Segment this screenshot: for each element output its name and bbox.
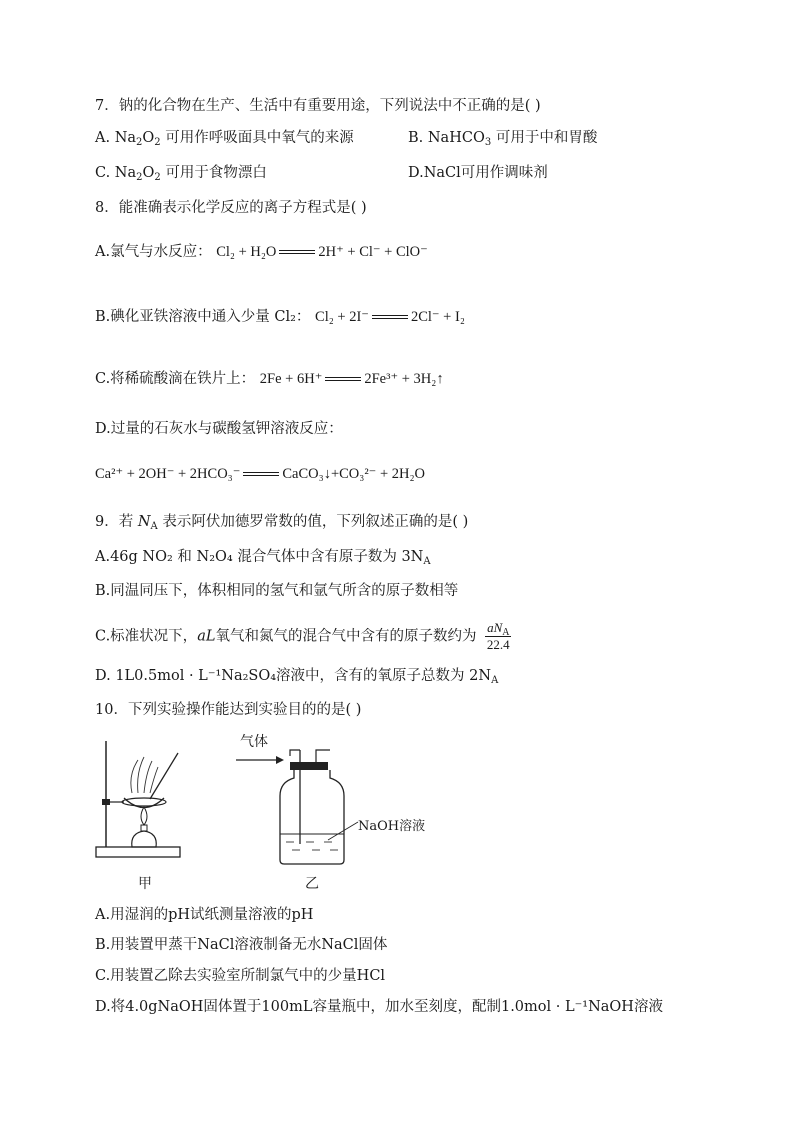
q10-option-a: A.用湿润的pH试纸测量溶液的pH	[95, 907, 314, 923]
q8-option-c: C.将稀硫酸滴在铁片上： 2Fe + 6H⁺ 2Fe³⁺ + 3H₂↑	[95, 371, 444, 387]
naoh-solution-label: NaOH溶液	[358, 819, 426, 834]
q9-option-b: B.同温同压下，体积相同的氢气和氩气所含的原子数相等	[95, 583, 459, 599]
q7-option-a: A. $Na_2O_2$ 可用作呼吸面具中氧气的来源	[95, 130, 354, 148]
q7-option-c: C. $Na_2O_2$ 可用于食物漂白	[95, 165, 267, 183]
q7-stem: 7．钠的化合物在生产、生活中有重要用途，下列说法中不正确的是( )	[95, 98, 541, 114]
q10-option-d: D.将4.0gNaOH固体置于100mL容量瓶中，加水至刻度，配制1.0mol · L⁻¹NaOH溶液	[95, 999, 663, 1015]
equals-arrow-icon	[325, 377, 361, 381]
q8-option-d-equation: Ca²⁺ + 2OH⁻ + 2HCO₃⁻ CaCO₃↓+CO₃²⁻ + 2H₂O	[95, 466, 425, 482]
equals-arrow-icon	[243, 472, 279, 476]
q9-option-a: A.46g NO₂ 和 N₂O₄ 混合气体中含有原子数为 $3N_A$	[95, 549, 431, 567]
gas-inlet-label: 气体	[240, 734, 268, 750]
q9-stem: 9．若 $N_A$ 表示阿伏加德罗常数的值，下列叙述正确的是( )	[95, 514, 469, 532]
fraction: $\frac{aN_A}{22.4}$	[486, 620, 510, 652]
apparatus-jia-label: 甲	[138, 876, 152, 892]
q10-stem: 10．下列实验操作能达到实验目的的是( )	[95, 702, 362, 718]
q8-option-a: A.氯气与水反应： Cl₂ + H₂O 2H⁺ + Cl⁻ + ClO⁻	[95, 244, 428, 260]
q10-option-c: C.用装置乙除去实验室所制氯气中的少量HCl	[95, 968, 386, 984]
apparatus-jia-figure	[92, 735, 192, 870]
q8-option-b: B.碘化亚铁溶液中通入少量 Cl₂： Cl₂ + 2I⁻ 2Cl⁻ + I₂	[95, 309, 465, 325]
apparatus-yi-figure	[232, 748, 362, 870]
q7-option-b: B. NaHCO$_3$ 可用于中和胃酸	[408, 130, 598, 148]
q9-option-c: C.标准状况下，aL氧气和氮气的混合气中含有的原子数约为 $\frac{aN_A}{22.4}$	[95, 620, 510, 652]
q9-option-d: D. 1L0.5mol · L⁻¹Na₂SO₄溶液中，含有的氧原子总数为 $2N_A$	[95, 668, 499, 686]
equals-arrow-icon	[279, 250, 315, 254]
q8-stem: 8．能准确表示化学反应的离子方程式是( )	[95, 200, 367, 216]
apparatus-yi-label: 乙	[305, 876, 319, 892]
equals-arrow-icon	[372, 315, 408, 319]
q7-option-d: D.NaCl可用作调味剂	[408, 165, 548, 181]
q10-option-b: B.用装置甲蒸干NaCl溶液制备无水NaCl固体	[95, 937, 388, 953]
q8-option-d-label: D.过量的石灰水与碳酸氢钾溶液反应：	[95, 421, 343, 437]
